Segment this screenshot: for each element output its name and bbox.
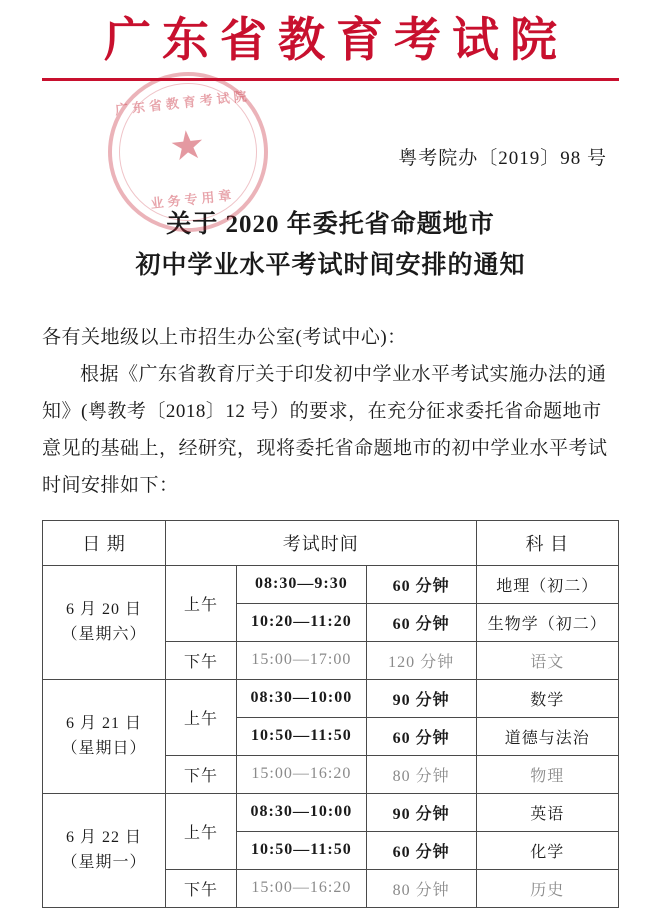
session-half-cell: 上午 <box>165 793 236 869</box>
seal-top-text: 广东省教育考试院 <box>114 88 252 118</box>
salutation: 各有关地级以上市招生办公室(考试中心)： <box>42 326 407 348</box>
exam-duration-cell: 60 分钟 <box>366 565 476 603</box>
page-title-line-2: 初中学业水平考试时间安排的通知 <box>135 252 526 280</box>
exam-subject-cell: 道德与法治 <box>476 717 618 755</box>
exam-time-cell: 08:30—10:00 <box>237 679 366 717</box>
table-row <box>43 793 619 831</box>
exam-weekday: （星期六） <box>61 626 147 644</box>
document-number: 粤考院办〔2019〕98 号 <box>398 148 607 170</box>
table-row <box>43 565 619 603</box>
exam-time-cell: 08:30—9:30 <box>237 565 366 603</box>
exam-weekday: （星期一） <box>61 854 147 872</box>
exam-time-cell: 10:50—11:50 <box>237 717 366 755</box>
exam-duration-cell: 120 分钟 <box>366 641 476 679</box>
column-header-subject: 科 目 <box>476 520 618 565</box>
star-icon: ★ <box>167 121 208 170</box>
exam-subject-cell: 语文 <box>476 641 618 679</box>
table-body <box>43 565 619 907</box>
exam-date-cell <box>43 793 166 907</box>
session-half-cell: 下午 <box>165 755 236 793</box>
table-row <box>43 679 619 717</box>
exam-subject-cell: 数学 <box>476 679 618 717</box>
masthead-divider <box>42 78 619 81</box>
exam-duration-cell: 80 分钟 <box>366 755 476 793</box>
exam-time-cell: 15:00—17:00 <box>237 641 366 679</box>
column-header-date: 日 期 <box>43 520 166 565</box>
session-half-cell: 下午 <box>165 869 236 907</box>
exam-date: 6 月 22 日 <box>65 828 142 846</box>
exam-duration-cell: 90 分钟 <box>366 793 476 831</box>
exam-time-cell: 15:00—16:20 <box>237 755 366 793</box>
masthead <box>42 0 619 81</box>
exam-schedule-table <box>42 520 619 908</box>
exam-duration-cell: 60 分钟 <box>366 717 476 755</box>
exam-time-cell: 10:20—11:20 <box>237 603 366 641</box>
exam-duration-cell: 80 分钟 <box>366 869 476 907</box>
page-title-line-1: 关于 2020 年委托省命题地市 <box>166 211 495 239</box>
table-header-row <box>43 520 619 565</box>
body-paragraph: 根据《广东省教育厅关于印发初中学业水平考试实施办法的通知》(粤教考〔2018〕12 号）的要求，在充分征求委托省命题地市意见的基础上，经研究，现将委托省命题地市的初中学业水平考试时间安排如下： <box>42 363 608 496</box>
seal-bottom-text: 业务专用章 <box>149 187 237 212</box>
exam-date-cell <box>43 679 166 793</box>
session-half-cell: 上午 <box>165 679 236 755</box>
exam-subject-cell: 化学 <box>476 831 618 869</box>
exam-date-cell <box>43 565 166 679</box>
exam-weekday: （星期日） <box>61 740 147 758</box>
exam-subject-cell: 地理（初二） <box>476 565 618 603</box>
session-half-cell: 上午 <box>165 565 236 641</box>
exam-subject-cell: 历史 <box>476 869 618 907</box>
issuing-authority-title: 广东省教育考试院 <box>104 13 568 68</box>
document-body <box>42 319 619 504</box>
page-title <box>42 204 619 287</box>
exam-date: 6 月 20 日 <box>65 600 142 618</box>
exam-subject-cell: 英语 <box>476 793 618 831</box>
session-half-cell: 下午 <box>165 641 236 679</box>
exam-duration-cell: 60 分钟 <box>366 603 476 641</box>
exam-subject-cell: 生物学（初二） <box>476 603 618 641</box>
exam-time-cell: 10:50—11:50 <box>237 831 366 869</box>
exam-duration-cell: 90 分钟 <box>366 679 476 717</box>
exam-subject-cell: 物理 <box>476 755 618 793</box>
exam-duration-cell: 60 分钟 <box>366 831 476 869</box>
exam-time-cell: 15:00—16:20 <box>237 869 366 907</box>
exam-time-cell: 08:30—10:00 <box>237 793 366 831</box>
exam-date: 6 月 21 日 <box>65 714 142 732</box>
column-header-time: 考试时间 <box>165 520 476 565</box>
